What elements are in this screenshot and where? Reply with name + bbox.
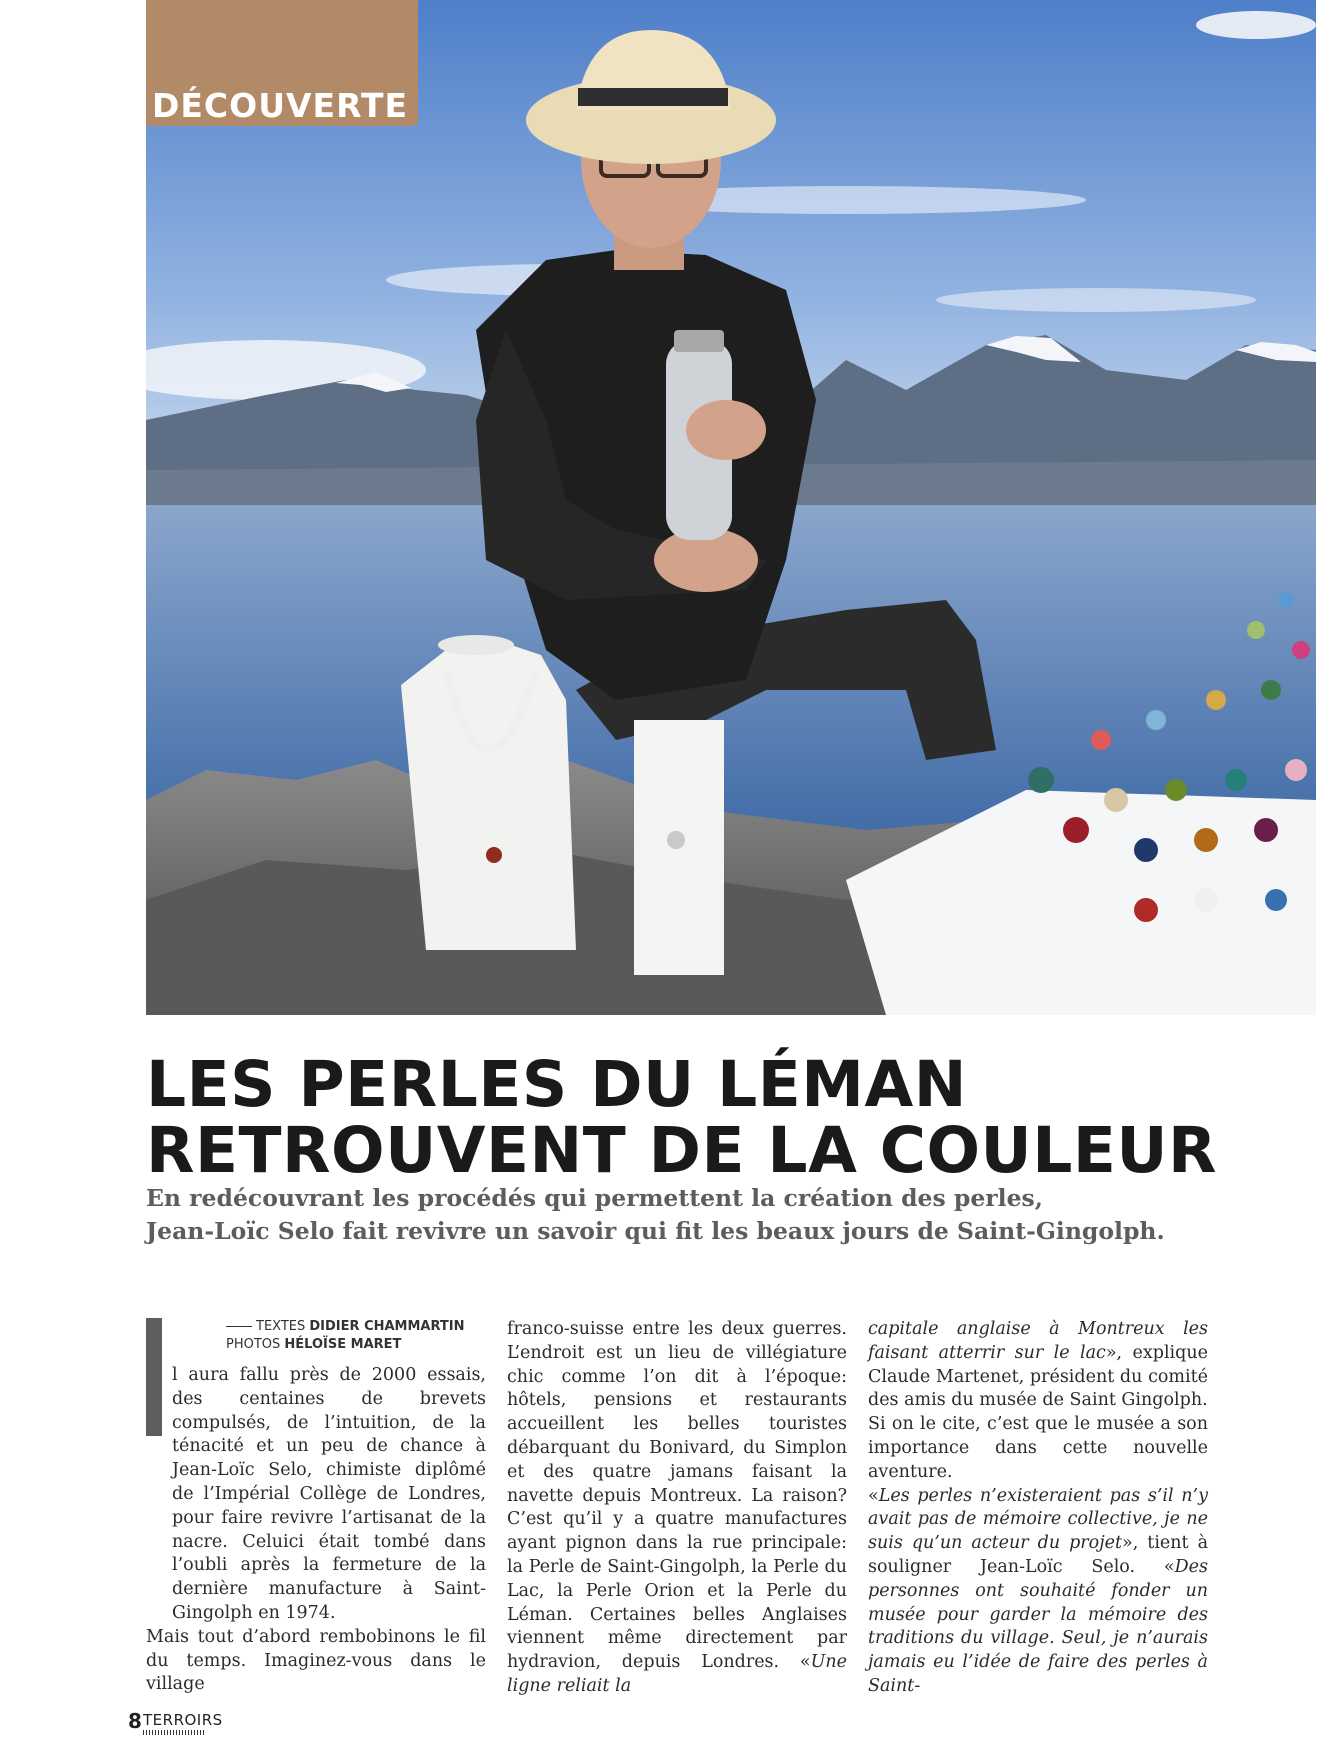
paragraph: Si on le cite, c’est que le musée a son importance dans cette nouvelle aventure. [868,1414,1208,1482]
quote-text: Les perles n’existeraient pas s’il n’y avait pas de mémoire collective, je ne suis qu’un acteur du projet [868,1485,1208,1554]
quote-text: Des personnes ont souhaité fonder un musée pour garder la mémoire des traditions du village. Seul, je n’aurais jamais eu l’idée de faire des perles à Saint- [868,1556,1208,1696]
paragraph [868,1485,1208,1699]
paragraph: Mais tout d’abord rembobinons le fil du temps. Imaginez-vous dans le village [146,1626,486,1695]
paragraph [868,1318,1208,1413]
page-number: 8 [128,1709,142,1733]
paragraph-lead-text: l aura fallu près de 2000 essais, des centaines de brevets compulsés, de l’intuition, de la ténacité et un peu de chance à Jean-Loïc Selo, chimiste diplômé de l’Impérial Collège de Londres, pour faire revivre l’artisanat de la nacre. Celuici était tombé dans l’oubli après la fermeture de la dernière manufacture à Saint-Gingolph en 1974. [172,1365,486,1623]
paragraph-text: », tient à souligner Jean-Loïc Selo. « [868,1533,1209,1577]
credits-texts-author: DIDIER CHAMMARTIN [309,1319,465,1334]
credits-texts [226,1318,486,1336]
standfirst-line-1: En redécouvrant les procédés qui permettent la création des perles, [146,1184,1043,1212]
paragraph-text: franco-suisse entre les deux guerres. L’endroit est un lieu de villégiature chic comme l’on dit à l’époque: hôtels, pensions et restaurants accueillent les belles touristes débarquant du Bonivard, du Simplon et des quatre jamans faisant la navette depuis Montreux. La raison? C’est qu’il y a quatre manufactures ayant pignon dans la rue principale: la Perle de Saint-Gingolph, la Perle du Lac, la Perle Orion et la Perle du Léman. Certaines belles Anglaises viennent même directement par hydravion, depuis Londres. « [507,1319,847,1673]
magazine-name: TERROIRS [143,1711,223,1729]
quote-text: capitale anglaise à Montreux les faisant atterrir sur le lac [868,1319,1208,1363]
standfirst [146,1182,1316,1248]
credits-texts-label: TEXTES [256,1319,306,1334]
drop-cap-letter [146,1318,162,1436]
article-title-line-1: LES PERLES DU LÉMAN [146,1048,967,1121]
paragraph [507,1318,847,1699]
hero-photo-illustration [146,0,1316,1015]
paragraph-lead [146,1364,486,1626]
body-column-1 [146,1318,486,1697]
credits [146,1318,486,1364]
credits-rule [226,1326,252,1327]
quote-open: « [868,1485,879,1506]
article-title [146,1048,1316,1187]
paragraph-text: », explique Claude Martenet, président du comité des amis du musée de Saint Gingolph. [868,1342,1208,1411]
body-column-2 [507,1318,847,1699]
quote-text: Une ligne reliait la [507,1652,847,1696]
body-column-3 [868,1318,1208,1699]
credits-photos-label: PHOTOS [226,1337,281,1352]
rubric-label: DÉCOUVERTE [148,86,412,126]
standfirst-line-2: Jean-Loïc Selo fait revivre un savoir qui fit les beaux jours de Saint-Gingolph. [146,1217,1165,1245]
hero-photo [146,0,1316,1015]
article-title-line-2: RETROUVENT DE LA COULEUR [146,1114,1218,1187]
footer-ruler [143,1730,205,1735]
credits-photos-author: HÉLOÏSE MARET [284,1337,402,1352]
credits-photos [226,1336,486,1354]
